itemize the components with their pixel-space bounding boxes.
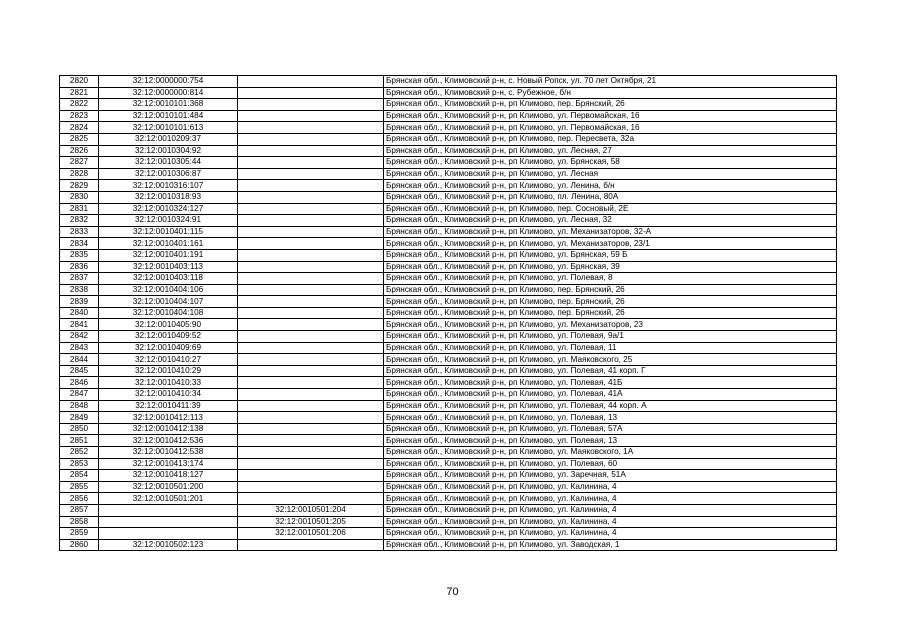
cadastral-number-related: [238, 180, 384, 192]
row-number: 2821: [60, 87, 99, 99]
cadastral-number: 32:12:0010412:138: [99, 423, 238, 435]
cadastral-number-related: [238, 168, 384, 180]
row-number: 2842: [60, 331, 99, 343]
address: Брянская обл., Климовский р-н, рп Климово, ул. Первомайская, 16: [384, 110, 837, 122]
row-number: 2840: [60, 307, 99, 319]
cadastral-number: 32:12:0010401:191: [99, 249, 238, 261]
cadastral-number-related: 32:12:0010501:204: [238, 504, 384, 516]
address: Брянская обл., Климовский р-н, рп Климово, ул. Полевая, 41 корп. Г: [384, 365, 837, 377]
cadastral-number-related: [238, 122, 384, 134]
address: Брянская обл., Климовский р-н, рп Климово, ул. Лесная, 32: [384, 215, 837, 227]
address: Брянская обл., Климовский р-н, рп Климово, пер. Брянский, 26: [384, 99, 837, 111]
cadastral-number-related: [238, 435, 384, 447]
address: Брянская обл., Климовский р-н, рп Климово, пер. Сосновый, 2Е: [384, 203, 837, 215]
row-number: 2838: [60, 284, 99, 296]
cadastral-number: 32:12:0010101:613: [99, 122, 238, 134]
address: Брянская обл., Климовский р-н, рп Климово, пер. Брянский, 26: [384, 284, 837, 296]
cadastral-number-related: [238, 458, 384, 470]
row-number: 2854: [60, 470, 99, 482]
row-number: 2837: [60, 273, 99, 285]
table-row: [60, 331, 837, 343]
address: Брянская обл., Климовский р-н, рп Климово, ул. Калинина, 4: [384, 504, 837, 516]
cadastral-number-related: [238, 145, 384, 157]
cadastral-number-related: [238, 273, 384, 285]
row-number: 2859: [60, 528, 99, 540]
cadastral-number: 32:12:0010410:27: [99, 354, 238, 366]
address: Брянская обл., Климовский р-н, рп Климово, ул. Маяковского, 1А: [384, 447, 837, 459]
table-row: [60, 377, 837, 389]
table-row: [60, 110, 837, 122]
address: Брянская обл., Климовский р-н, рп Климово, ул. Полевая, 41Б: [384, 377, 837, 389]
address: Брянская обл., Климовский р-н, рп Климово, ул. Брянская, 59 Б: [384, 249, 837, 261]
address: Брянская обл., Климовский р-н, рп Климово, ул. Лесная, 27: [384, 145, 837, 157]
row-number: 2824: [60, 122, 99, 134]
table-row: [60, 516, 837, 528]
row-number: 2831: [60, 203, 99, 215]
table-row: [60, 180, 837, 192]
table-row: [60, 493, 837, 505]
address: Брянская обл., Климовский р-н, рп Климово, ул. Полевая, 57А: [384, 423, 837, 435]
cadastral-number-related: [238, 215, 384, 227]
table-row: [60, 261, 837, 273]
address: Брянская обл., Климовский р-н, рп Климово, ул. Заречная, 51А: [384, 470, 837, 482]
row-number: 2857: [60, 504, 99, 516]
table-row: [60, 99, 837, 111]
cadastral-number: 32:12:0010409:52: [99, 331, 238, 343]
address: Брянская обл., Климовский р-н, рп Климово, ул. Калинина, 4: [384, 528, 837, 540]
table-row: [60, 203, 837, 215]
cadastral-number: 32:12:0010412:538: [99, 447, 238, 459]
address: Брянская обл., Климовский р-н, рп Климово, ул. Механизаторов, 23/1: [384, 238, 837, 250]
cadastral-number: 32:12:0010403:113: [99, 261, 238, 273]
row-number: 2829: [60, 180, 99, 192]
row-number: 2823: [60, 110, 99, 122]
cadastral-number: 32:12:0000000:814: [99, 87, 238, 99]
row-number: 2845: [60, 365, 99, 377]
table-row: [60, 296, 837, 308]
cadastral-number: 32:12:0010413:174: [99, 458, 238, 470]
table-row: [60, 145, 837, 157]
table-row: [60, 87, 837, 99]
row-number: 2841: [60, 319, 99, 331]
cadastral-number-related: [238, 447, 384, 459]
registry-table: [59, 75, 837, 551]
table-row: [60, 76, 837, 88]
address: Брянская обл., Климовский р-н, рп Климово, ул. Калинина, 4: [384, 516, 837, 528]
row-number: 2843: [60, 342, 99, 354]
registry-table-body: [60, 76, 837, 551]
cadastral-number: 32:12:0010501:200: [99, 481, 238, 493]
address: Брянская обл., Климовский р-н, с. Рубежное, б/н: [384, 87, 837, 99]
address: Брянская обл., Климовский р-н, рп Климово, ул. Полевая, 8: [384, 273, 837, 285]
table-row: [60, 226, 837, 238]
row-number: 2820: [60, 76, 99, 88]
cadastral-number-related: 32:12:0010501:205: [238, 516, 384, 528]
cadastral-number: 32:12:0010418:127: [99, 470, 238, 482]
table-row: [60, 191, 837, 203]
cadastral-number: 32:12:0010404:107: [99, 296, 238, 308]
cadastral-number-related: [238, 226, 384, 238]
cadastral-number-related: [238, 296, 384, 308]
cadastral-number-related: [238, 110, 384, 122]
table-row: [60, 400, 837, 412]
cadastral-number-related: [238, 377, 384, 389]
cadastral-number: 32:12:0010305:44: [99, 157, 238, 169]
cadastral-number-related: [238, 342, 384, 354]
cadastral-number-related: [238, 203, 384, 215]
table-row: [60, 435, 837, 447]
cadastral-number: 32:12:0010304:92: [99, 145, 238, 157]
address: Брянская обл., Климовский р-н, рп Климово, ул. Первомайская, 16: [384, 122, 837, 134]
cadastral-number: 32:12:0010404:106: [99, 284, 238, 296]
row-number: 2835: [60, 249, 99, 261]
cadastral-number: 32:12:0010101:484: [99, 110, 238, 122]
table-row: [60, 412, 837, 424]
cadastral-number-related: [238, 481, 384, 493]
cadastral-number-related: [238, 249, 384, 261]
cadastral-number-related: [238, 389, 384, 401]
row-number: 2844: [60, 354, 99, 366]
table-row: [60, 447, 837, 459]
address: Брянская обл., Климовский р-н, рп Климово, пл. Ленина, 80А: [384, 191, 837, 203]
table-row: [60, 284, 837, 296]
cadastral-number: 32:12:0010324:127: [99, 203, 238, 215]
cadastral-number-related: [238, 400, 384, 412]
cadastral-number: 32:12:0000000:754: [99, 76, 238, 88]
cadastral-number: 32:12:0010401:115: [99, 226, 238, 238]
cadastral-number: 32:12:0010411:39: [99, 400, 238, 412]
table-row: [60, 504, 837, 516]
row-number: 2860: [60, 539, 99, 551]
row-number: 2830: [60, 191, 99, 203]
cadastral-number: [99, 504, 238, 516]
table-row: [60, 342, 837, 354]
table-row: [60, 307, 837, 319]
address: Брянская обл., Климовский р-н, рп Климово, пер. Пересвета, 32а: [384, 133, 837, 145]
row-number: 2825: [60, 133, 99, 145]
cadastral-number: 32:12:0010412:113: [99, 412, 238, 424]
address: Брянская обл., Климовский р-н, рп Климово, пер. Брянский, 26: [384, 307, 837, 319]
cadastral-number: 32:12:0010409:69: [99, 342, 238, 354]
cadastral-number-related: [238, 261, 384, 273]
address: Брянская обл., Климовский р-н, рп Климово, ул. Заводская, 1: [384, 539, 837, 551]
row-number: 2846: [60, 377, 99, 389]
address: Брянская обл., Климовский р-н, рп Климово, ул. Механизаторов, 32-А: [384, 226, 837, 238]
table-row: [60, 157, 837, 169]
address: Брянская обл., Климовский р-н, рп Климово, ул. Полевая, 44 корп. А: [384, 400, 837, 412]
address: Брянская обл., Климовский р-н, рп Климово, ул. Полевая, 11: [384, 342, 837, 354]
row-number: 2858: [60, 516, 99, 528]
cadastral-number: 32:12:0010412:536: [99, 435, 238, 447]
cadastral-number-related: [238, 307, 384, 319]
cadastral-number-related: [238, 354, 384, 366]
cadastral-number: 32:12:0010403:118: [99, 273, 238, 285]
cadastral-number: 32:12:0010405:90: [99, 319, 238, 331]
cadastral-number: 32:12:0010101:368: [99, 99, 238, 111]
cadastral-number-related: [238, 238, 384, 250]
cadastral-number-related: [238, 76, 384, 88]
cadastral-number-related: [238, 331, 384, 343]
address: Брянская обл., Климовский р-н, рп Климово, ул. Полевая, 41А: [384, 389, 837, 401]
row-number: 2826: [60, 145, 99, 157]
row-number: 2833: [60, 226, 99, 238]
cadastral-number: 32:12:0010410:34: [99, 389, 238, 401]
row-number: 2839: [60, 296, 99, 308]
address: Брянская обл., Климовский р-н, рп Климово, пер. Брянский, 26: [384, 296, 837, 308]
table-row: [60, 273, 837, 285]
cadastral-number-related: [238, 423, 384, 435]
cadastral-number: 32:12:0010401:161: [99, 238, 238, 250]
table-row: [60, 389, 837, 401]
table-row: [60, 122, 837, 134]
table-row: [60, 481, 837, 493]
cadastral-number: 32:12:0010209:37: [99, 133, 238, 145]
table-row: [60, 470, 837, 482]
cadastral-number: 32:12:0010501:201: [99, 493, 238, 505]
cadastral-number-related: [238, 319, 384, 331]
table-row: [60, 423, 837, 435]
cadastral-number-related: [238, 412, 384, 424]
row-number: 2851: [60, 435, 99, 447]
cadastral-number: 32:12:0010316:107: [99, 180, 238, 192]
cadastral-number-related: [238, 493, 384, 505]
address: Брянская обл., Климовский р-н, рп Климово, ул. Ленина, б/н: [384, 180, 837, 192]
cadastral-number: 32:12:0010410:33: [99, 377, 238, 389]
cadastral-number-related: [238, 157, 384, 169]
table-row: [60, 133, 837, 145]
table-row: [60, 319, 837, 331]
address: Брянская обл., Климовский р-н, рп Климово, ул. Калинина, 4: [384, 481, 837, 493]
address: Брянская обл., Климовский р-н, рп Климово, ул. Полевая, 13: [384, 412, 837, 424]
cadastral-number-related: [238, 99, 384, 111]
cadastral-number-related: [238, 284, 384, 296]
table-row: [60, 249, 837, 261]
address: Брянская обл., Климовский р-н, рп Климово, ул. Механизаторов, 23: [384, 319, 837, 331]
address: Брянская обл., Климовский р-н, рп Климово, ул. Брянская, 39: [384, 261, 837, 273]
page-number: 70: [446, 586, 459, 598]
row-number: 2832: [60, 215, 99, 227]
table-row: [60, 539, 837, 551]
cadastral-number-related: [238, 365, 384, 377]
address: Брянская обл., Климовский р-н, рп Климово, ул. Брянская, 58: [384, 157, 837, 169]
cadastral-number-related: [238, 133, 384, 145]
address: Брянская обл., Климовский р-н, рп Климово, ул. Полевая, 13: [384, 435, 837, 447]
cadastral-number: 32:12:0010318:93: [99, 191, 238, 203]
address: Брянская обл., Климовский р-н, рп Климово, ул. Маяковского, 25: [384, 354, 837, 366]
row-number: 2856: [60, 493, 99, 505]
row-number: 2847: [60, 389, 99, 401]
table-row: [60, 354, 837, 366]
table-row: [60, 458, 837, 470]
cadastral-number: [99, 528, 238, 540]
cadastral-number: 32:12:0010324:91: [99, 215, 238, 227]
address: Брянская обл., Климовский р-н, рп Климово, ул. Лесная: [384, 168, 837, 180]
cadastral-number: 32:12:0010306:87: [99, 168, 238, 180]
row-number: 2855: [60, 481, 99, 493]
cadastral-number-related: [238, 539, 384, 551]
address: Брянская обл., Климовский р-н, с. Новый Ропск, ул. 70 лет Октября, 21: [384, 76, 837, 88]
row-number: 2848: [60, 400, 99, 412]
row-number: 2849: [60, 412, 99, 424]
row-number: 2853: [60, 458, 99, 470]
row-number: 2834: [60, 238, 99, 250]
cadastral-number: 32:12:0010410:29: [99, 365, 238, 377]
row-number: 2850: [60, 423, 99, 435]
cadastral-number: [99, 516, 238, 528]
row-number: 2828: [60, 168, 99, 180]
table-row: [60, 365, 837, 377]
table-row: [60, 168, 837, 180]
cadastral-number-related: [238, 191, 384, 203]
cadastral-number: 32:12:0010502:123: [99, 539, 238, 551]
row-number: 2822: [60, 99, 99, 111]
cadastral-number-related: [238, 87, 384, 99]
row-number: 2852: [60, 447, 99, 459]
address: Брянская обл., Климовский р-н, рп Климово, ул. Калинина, 4: [384, 493, 837, 505]
address: Брянская обл., Климовский р-н, рп Климово, ул. Полевая, 9а/1: [384, 331, 837, 343]
cadastral-number-related: [238, 470, 384, 482]
cadastral-number-related: 32:12:0010501:206: [238, 528, 384, 540]
row-number: 2836: [60, 261, 99, 273]
row-number: 2827: [60, 157, 99, 169]
address: Брянская обл., Климовский р-н, рп Климово, ул. Полевая, 60: [384, 458, 837, 470]
cadastral-number: 32:12:0010404:108: [99, 307, 238, 319]
table-row: [60, 215, 837, 227]
table-row: [60, 238, 837, 250]
table-row: [60, 528, 837, 540]
